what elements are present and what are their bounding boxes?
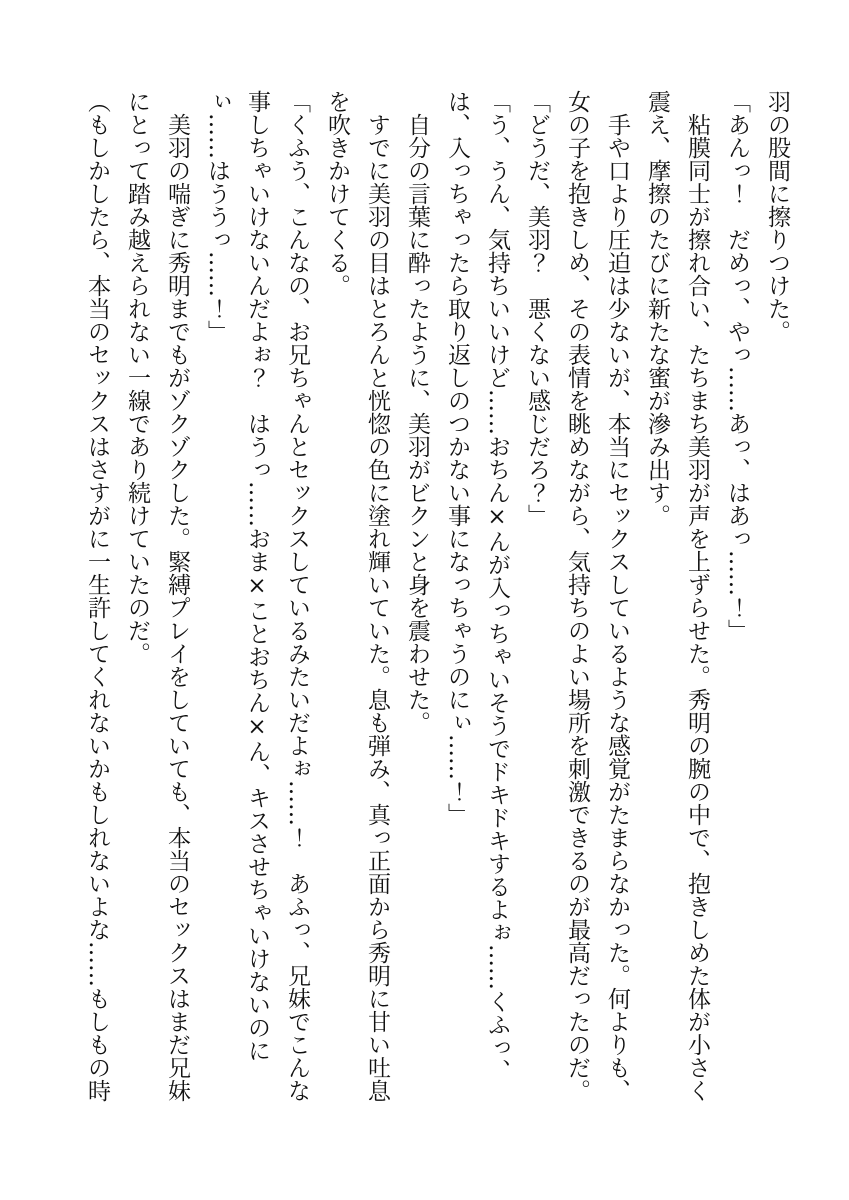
paragraph: すでに美羽の目はとろんと恍惚の色に塗れ輝いていた。息も弾み、真っ正面から秀明に甘い吐息を吹きかけてくる。: [324, 90, 390, 1102]
paragraph: （もしかしたら、本当のセックスはさすがに一生許してくれないかもしれないよな……もしもの時: [84, 90, 110, 1102]
paragraph: 美羽の喘ぎに秀明までもがゾクゾクした。緊縛プレイをしていても、本当のセックスはまだ兄妹にとって踏み越えられない一線であり続けていたのだ。: [124, 90, 190, 1102]
paragraph: 「どうだ、美羽？ 悪くない感じだろ？」: [524, 90, 550, 527]
paragraph: 「う、うん、気持ちいいけど……おちん×んが入っちゃいそうでドキドキするよぉ……くふっ、は、入っちゃったら取り返しのつかない事になっちゃうのにぃ……！」: [444, 90, 510, 1082]
paragraph: 羽の股間に擦りつけた。: [764, 90, 790, 343]
paragraph: 粘膜同士が擦れ合い、たちまち美羽が声を上ずらせた。秀明の腕の中で、抱きしめた体が小さく震え、摩擦のたびに新たな蜜が滲み出す。: [644, 90, 710, 1102]
vertical-text-block: [77, 90, 797, 1102]
paragraph: 自分の言葉に酔ったように、美羽がビクンと身を震わせた。: [404, 90, 430, 734]
paragraph: 手や口より圧迫は少ないが、本当にセックスしているような感覚がたまらなかった。何よりも、女の子を抱きしめ、その表情を眺めながら、気持ちのよい場所を刺激できるのが最高だったのだ。: [564, 90, 630, 1102]
paragraph: 「くふう、こんなの、お兄ちゃんとセックスしているみたいだよぉ……！ あふっ、兄妹でこんな事しちゃいけないんだよぉ？ はうっ……おま×ことおちん×ん、キスさせちゃいけないのにぃ……はううっ……！」: [204, 90, 310, 1102]
paragraph: 「あんっ！ だめっ、やっ……あっ、はあっ……！」: [724, 90, 750, 642]
